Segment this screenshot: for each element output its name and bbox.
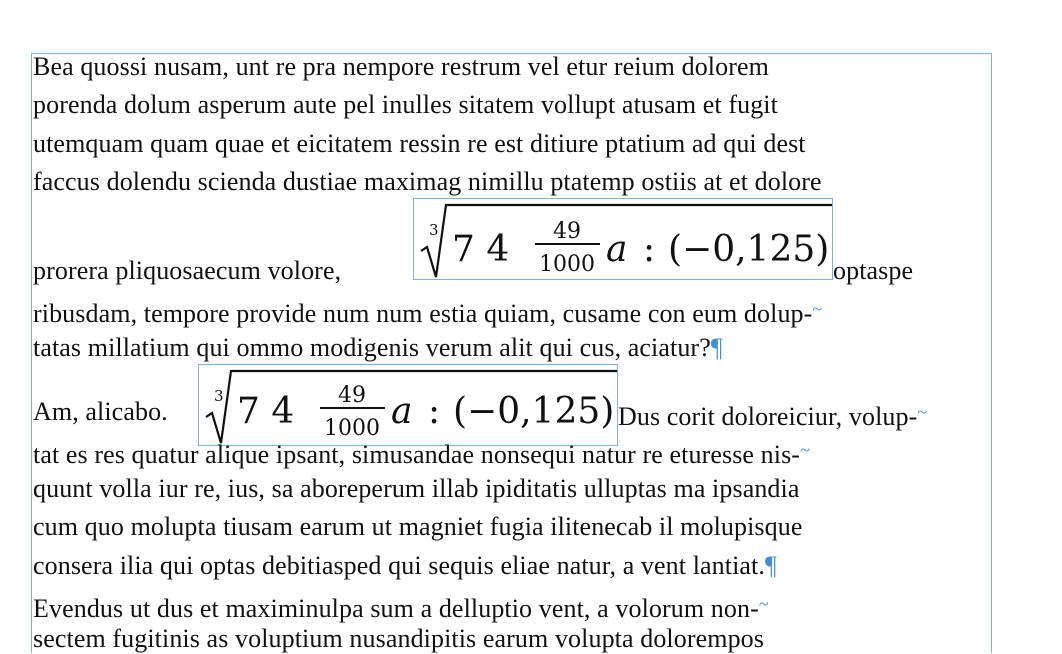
text-line: ribusdam, tempore provide num num estia quiam, cusame con eum dolup-~ [33,299,823,328]
fraction-numerator: 49 [338,383,366,408]
hyphen-mark: ~ [917,402,928,422]
text-line: Bea quossi nusam, unt re pra nempore restrum vel etur reium dolorem [33,52,769,81]
hyphen-mark: ~ [812,299,823,319]
pilcrow-mark: ¶ [710,333,723,362]
operator: : [428,391,441,432]
text-line: tat es res quatur alique ipsant, simusandae nonsequi natur re eturesse nis-~ [33,440,810,469]
fraction-denominator: 1000 [539,252,595,277]
pilcrow-mark: ¶ [764,551,777,580]
fraction-numerator: 49 [553,219,581,244]
text-line: prorera pliquosaecum volore, [33,256,342,285]
text-line: optaspe [833,256,914,285]
text-line: Am, alicabo. [33,397,168,426]
variable: a [391,391,413,432]
text-line: sectem fugitinis as voluptium nusandipitis earum volupta dolorempos [33,624,764,653]
hyphen-mark: ~ [800,440,810,460]
text-line: cum quo molupta tiusam earum ut magniet fugia ilitenecab il molupisque [33,512,803,541]
text-line: consera ilia qui optas debitiasped qui sequis eliae natur, a vent lantiat.¶ [33,551,777,580]
text-line: quunt volla iur re, ius, sa aboreperum illab ipiditatis ulluptas ma ipsandia [33,474,800,503]
text-line: faccus dolendu scienda dustiae maximag nimillu ptatemp ostiis at et dolore [33,167,822,196]
text-line: porenda dolum asperum aute pel inulles sitatem vollupt atusam et fugit [33,90,778,119]
text-line: utemquam quam quae et eicitatem ressin re est ditiure ptatium ad qui dest [33,129,806,158]
text-line: Evendus ut dus et maximinulpa sum a delluptio vent, a volorum non-~ [33,594,769,623]
root-index: 3 [429,221,439,239]
tail-expression: (−0,125) [453,391,615,432]
text-line: tatas millatium qui ommo modigenis verum alit qui cus, aciatur?¶ [33,333,723,362]
fraction-denominator: 1000 [324,416,380,441]
root-index: 3 [214,387,224,405]
variable: a [606,229,628,270]
whole-number: 7 4 [237,391,295,432]
math-equation[interactable] [198,364,618,446]
tail-expression: (−0,125) [668,229,830,270]
operator: : [643,229,656,270]
math-equation[interactable] [413,198,833,280]
whole-number: 7 4 [452,229,510,270]
text-line: Dus corit doloreiciur, volup-~ [618,402,928,431]
hyphen-mark: ~ [758,594,769,614]
